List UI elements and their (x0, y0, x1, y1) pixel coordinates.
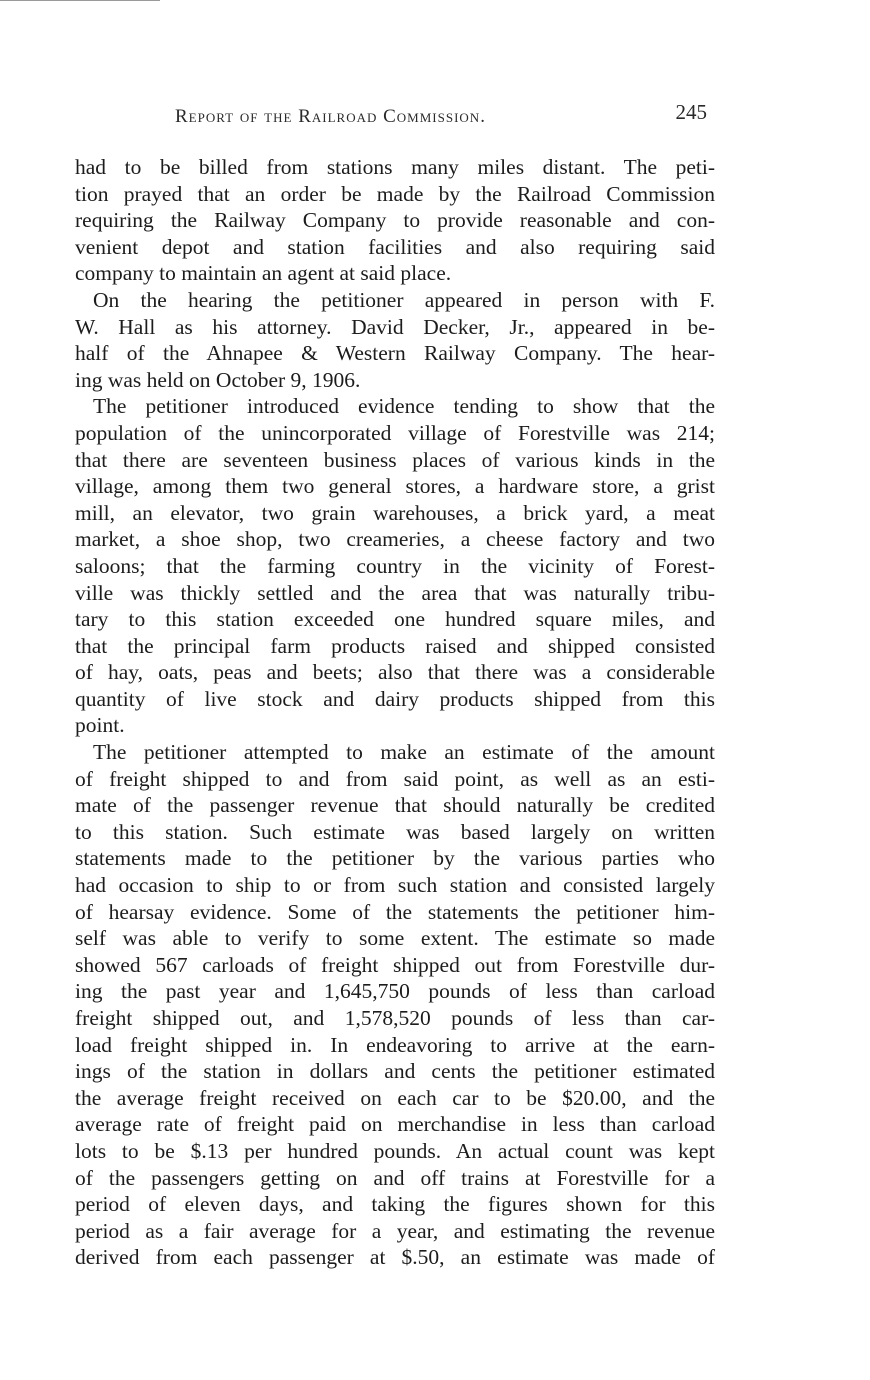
page-number: 245 (675, 100, 707, 124)
text-line: showed 567 carloads of freight shipped out from Forestville dur- (75, 952, 715, 977)
text-line: saloons; that the farming country in the vicinity of Forest- (75, 553, 715, 578)
text-line: quantity of live stock and dairy products shipped from this (75, 686, 715, 711)
text-line: lots to be $.13 per hundred pounds. An actual count was kept (75, 1138, 715, 1163)
text-line: had to be billed from stations many miles distant. The peti- (75, 155, 715, 179)
text-line: self was able to verify to some extent. The estimate so made (75, 926, 715, 951)
text-line: The petitioner introduced evidence tending to show that the (93, 394, 715, 419)
text-line: mate of the passenger revenue that should naturally be credited (75, 793, 715, 818)
text-line: ings of the station in dollars and cents the petitioner estimated (75, 1059, 715, 1084)
text-line: ville was thickly settled and the area that was naturally tribu- (75, 580, 715, 605)
text-line: the average freight received on each car to be $20.00, and the (75, 1085, 715, 1110)
text-line: ing the past year and 1,645,750 pounds of less than carload (75, 979, 715, 1004)
running-head (75, 100, 715, 134)
text-line: freight shipped out, and 1,578,520 pounds of less than car- (75, 1006, 715, 1030)
text-line: W. Hall as his attorney. David Decker, Jr., appeared in be- (75, 314, 715, 339)
text-line: tary to this station exceeded one hundred square miles, and (75, 607, 715, 632)
text-line: of freight shipped to and from said point, as well as an esti- (75, 766, 715, 791)
text-line: of hay, oats, peas and beets; also that there was a considerable (75, 660, 715, 685)
text-line: On the hearing the petitioner appeared in person with F. (93, 287, 715, 312)
text-line: mill, an elevator, two grain warehouses, a brick yard, a meat (75, 500, 715, 525)
text-line: tion prayed that an order be made by the Railroad Commission (75, 181, 715, 206)
text-line: to this station. Such estimate was based largely on written (75, 819, 715, 844)
text-line: The petitioner attempted to make an estimate of the amount (93, 740, 715, 765)
text-line: requiring the Railway Company to provide reasonable and con- (75, 208, 715, 233)
text-line: half of the Ahnapee & Western Railway Company. The hear- (75, 341, 715, 366)
text-line: ing was held on October 9, 1906. (75, 367, 361, 392)
text-line: derived from each passenger at $.50, an estimate was made of (75, 1245, 715, 1270)
text-line: of the passengers getting on and off trains at Forestville for a (75, 1165, 715, 1190)
text-line: of hearsay evidence. Some of the statements the petitioner him- (75, 899, 715, 924)
text-line: load freight shipped in. In endeavoring to arrive at the earn- (75, 1032, 715, 1057)
text-line: statements made to the petitioner by the various parties who (75, 846, 715, 871)
text-line: period of eleven days, and taking the figures shown for this (75, 1192, 715, 1217)
body-text (75, 154, 715, 1271)
text-line: market, a shoe shop, two creameries, a cheese factory and two (75, 527, 715, 552)
top-rule (0, 0, 160, 1)
text-line: point. (75, 713, 125, 738)
text-line: population of the unincorporated village of Forestville was 214; (75, 420, 715, 445)
text-line: average rate of freight paid on merchandise in less than carload (75, 1112, 715, 1137)
text-line: that the principal farm products raised and shipped consisted (75, 633, 715, 658)
running-title: Report of the Railroad Commission. (175, 106, 486, 127)
text-line: had occasion to ship to or from such station and consisted largely (75, 873, 715, 898)
text-line: company to maintain an agent at said place. (75, 261, 452, 286)
text-line: that there are seventeen business places of various kinds in the (75, 447, 715, 472)
text-line: village, among them two general stores, a hardware store, a grist (75, 474, 715, 499)
text-line: period as a fair average for a year, and estimating the revenue (75, 1218, 715, 1243)
text-line: venient depot and station facilities and also requiring said (75, 234, 715, 259)
